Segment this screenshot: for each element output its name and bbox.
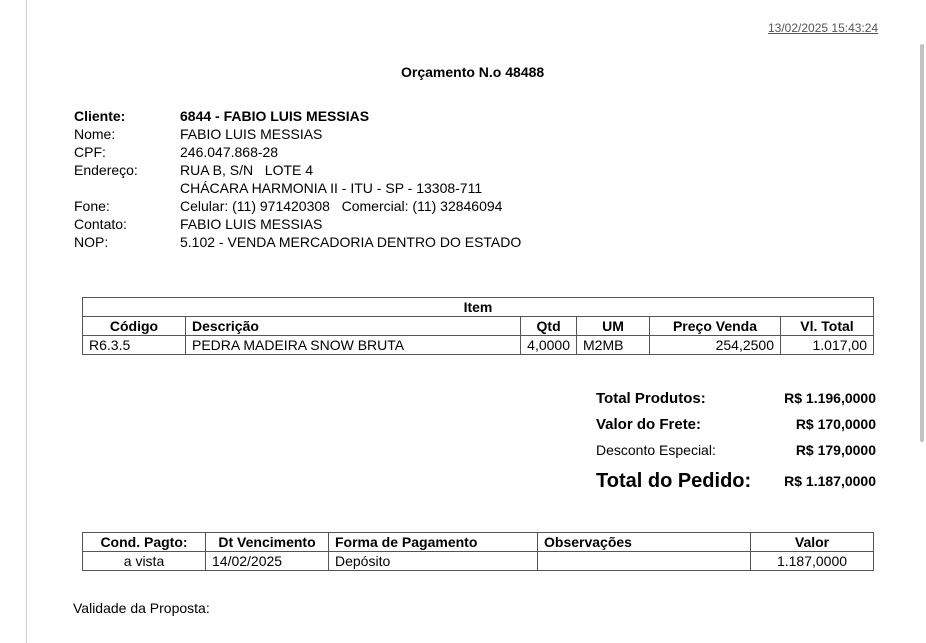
col-total: Vl. Total (781, 317, 874, 336)
cell-qtd: 4,0000 (521, 336, 577, 355)
field-value: FABIO LUIS MESSIAS (180, 216, 323, 232)
items-table (82, 297, 874, 355)
cell-vencimento: 14/02/2025 (206, 552, 329, 571)
client-row-nop (74, 233, 521, 251)
col-codigo: Código (83, 317, 186, 336)
field-value: RUA B, S/N LOTE 4 (180, 162, 314, 178)
client-row-contato (74, 215, 521, 233)
items-group-header-row (83, 298, 874, 317)
field-label: Fone: (74, 198, 110, 214)
cell-descricao: PEDRA MADEIRA SNOW BRUTA (186, 336, 521, 355)
client-value: 6844 - FABIO LUIS MESSIAS (180, 108, 370, 124)
col-forma-pagamento: Forma de Pagamento (329, 533, 538, 552)
valor-frete-row (596, 416, 876, 442)
field-label: CPF: (74, 144, 106, 160)
table-row (83, 552, 874, 571)
client-label: Cliente: (74, 108, 126, 124)
col-dt-vencimento: Dt Vencimento (206, 533, 329, 552)
client-row-fone (74, 197, 521, 215)
col-observacoes: Observações (538, 533, 751, 552)
client-info (74, 107, 521, 251)
validity-label: Validade da Proposta: (73, 600, 210, 616)
print-timestamp: 13/02/2025 15:43:24 (768, 21, 879, 35)
col-valor: Valor (751, 533, 874, 552)
client-row-endereco (74, 161, 521, 179)
client-row-endereco-2 (74, 179, 521, 197)
total-produtos-label: Total Produtos: (596, 390, 706, 407)
cell-um: M2MB (577, 336, 650, 355)
col-qtd: Qtd (521, 317, 577, 336)
valor-frete-value: R$ 170,0000 (795, 416, 876, 432)
document-title: Orçamento N.o 48488 (401, 64, 545, 80)
desconto-row (596, 442, 876, 466)
total-produtos-row (596, 390, 876, 416)
field-label: Endereço: (74, 162, 138, 178)
valor-frete-label: Valor do Frete: (596, 416, 702, 433)
total-produtos-value: R$ 1.196,0000 (784, 390, 876, 406)
field-label: NOP: (74, 234, 109, 250)
cell-codigo: R6.3.5 (83, 336, 186, 355)
page-left-edge (26, 0, 27, 643)
field-value: 246.047.868-28 (180, 144, 279, 160)
field-value: Celular: (11) 971420308 Comercial: (11) 32846094 (180, 198, 503, 214)
table-row (83, 336, 874, 355)
field-value: FABIO LUIS MESSIAS (180, 126, 323, 142)
field-label (74, 179, 180, 197)
desconto-label: Desconto Especial: (596, 442, 716, 458)
col-descricao: Descrição (186, 317, 521, 336)
cell-forma: Depósito (329, 552, 538, 571)
cell-preco: 254,2500 (650, 336, 781, 355)
total-pedido-row (596, 466, 876, 496)
cell-valor: 1.187,0000 (751, 552, 874, 571)
field-value: 5.102 - VENDA MERCADORIA DENTRO DO ESTADO (180, 234, 522, 250)
items-group-header: Item (83, 298, 874, 317)
col-cond-pagto: Cond. Pagto: (83, 533, 206, 552)
cell-total: 1.017,00 (781, 336, 874, 355)
payment-header-row (83, 533, 874, 552)
total-pedido-value: R$ 1.187,0000 (784, 473, 876, 489)
col-preco: Preço Venda (650, 317, 781, 336)
payment-table (82, 532, 874, 571)
totals-block (596, 390, 876, 496)
cell-cond: a vista (83, 552, 206, 571)
field-label: Nome: (74, 126, 116, 142)
total-pedido-label: Total do Pedido: (596, 469, 752, 492)
client-header-row (74, 107, 521, 125)
vertical-scrollbar[interactable] (920, 44, 924, 442)
items-column-header-row (83, 317, 874, 336)
cell-obs (538, 552, 751, 571)
field-value: CHÁCARA HARMONIA II - ITU - SP - 13308-711 (180, 180, 483, 196)
client-row-nome (74, 125, 521, 143)
client-row-cpf (74, 143, 521, 161)
field-label: Contato: (74, 216, 127, 232)
desconto-value: R$ 179,0000 (795, 442, 876, 458)
col-um: UM (577, 317, 650, 336)
